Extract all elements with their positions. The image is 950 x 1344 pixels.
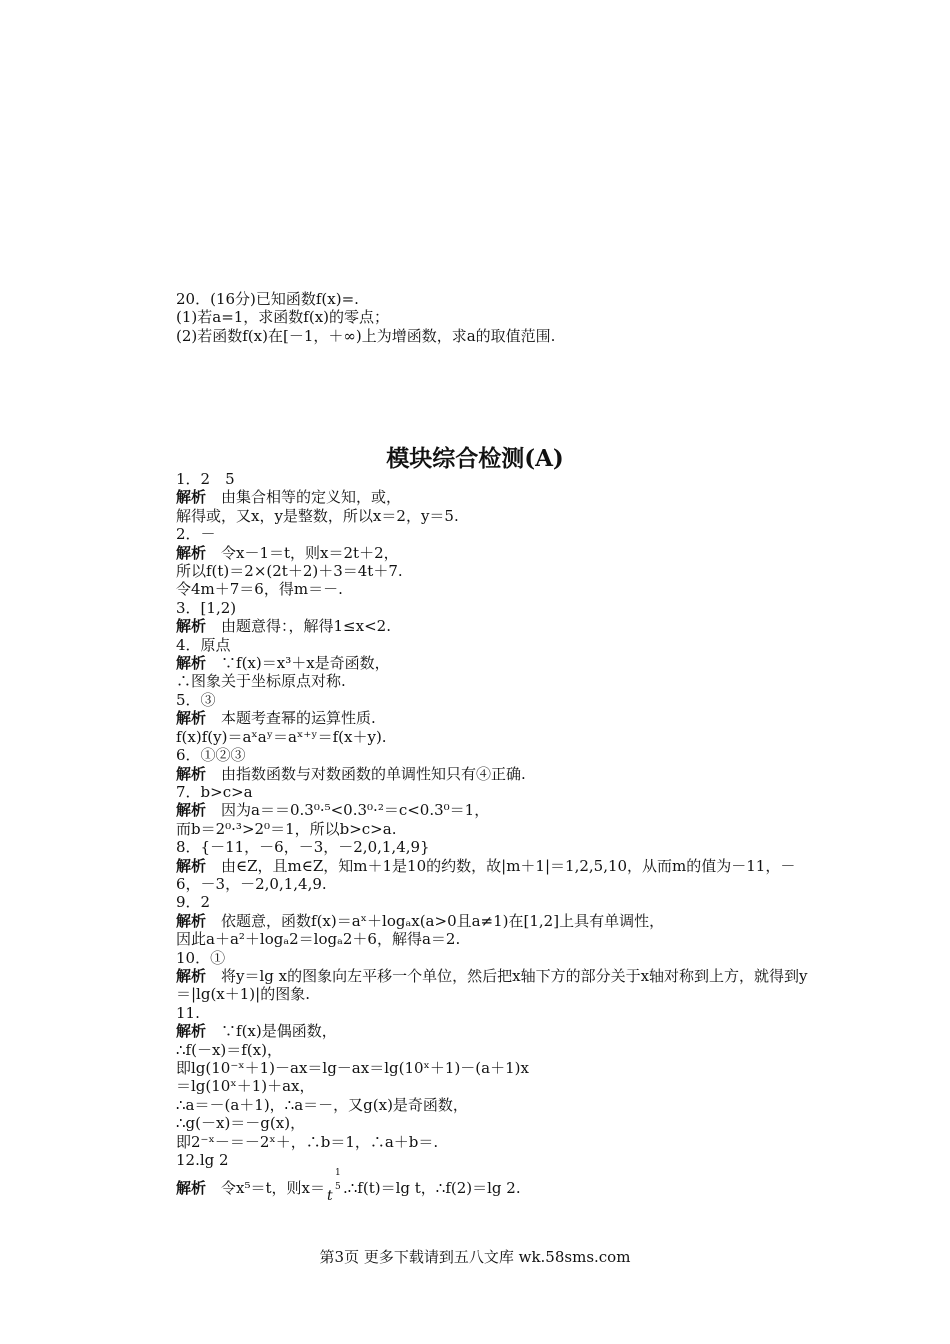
explanation-text: 由∈Z，且m∈Z，知m＋1是10的约数，故|m＋1|＝1,2,5,10，从而m的值为－11，－6，－3，－2,0,1,4,9. <box>176 856 796 893</box>
answer-line <box>176 1022 816 1040</box>
explanation-text: 由集合相等的定义知，或， <box>206 488 402 507</box>
answer-line: 4．原点 <box>176 635 231 654</box>
explanation-label: 解析 <box>176 856 207 875</box>
answer-line <box>176 857 816 894</box>
answer-line <box>176 544 816 562</box>
answer-line <box>176 912 816 930</box>
answer-line: 8．{－11，－6，－3，－2,0,1,4,9} <box>176 838 430 857</box>
answer-line: 9．2 <box>176 893 211 912</box>
answer-line: ∴f(－x)＝f(x)， <box>176 1040 282 1059</box>
explanation-label: 解析 <box>176 488 207 507</box>
answer-line: 11. <box>176 1003 200 1022</box>
answer-line <box>176 617 816 635</box>
answer-line: 7．b>c>a <box>176 782 253 801</box>
answer-line: 3．[1,2) <box>176 598 237 617</box>
answer-line: 令4m＋7＝6，得m＝－. <box>176 580 343 599</box>
answer-line: 即lg(10⁻ˣ＋1)－ax＝lg－ax＝lg(10ˣ＋1)－(a＋1)x <box>176 1059 529 1077</box>
answer-line: ＝lg(10ˣ＋1)＋ax， <box>176 1077 315 1096</box>
section-title: 模块综合检测(A) <box>386 445 564 472</box>
explanation-label: 解析 <box>176 1179 207 1198</box>
answer-line: 2．－ <box>176 525 216 544</box>
answer-line <box>176 765 816 783</box>
power-expression <box>325 1168 343 1205</box>
explanation-label: 解析 <box>176 801 207 820</box>
answer-line: ∴a＝－(a＋1)，∴a＝－，又g(x)是奇函数， <box>176 1095 468 1114</box>
explanation-label: 解析 <box>176 709 207 728</box>
answer-line: 12.lg 2 <box>176 1151 229 1170</box>
explanation-label: 解析 <box>176 764 207 783</box>
problem-20-line-3: (2)若函数f(x)在[－1，＋∞)上为增函数，求a的取值范围. <box>176 326 556 345</box>
explanation-text: 由题意得：，解得1≤x<2. <box>206 617 391 636</box>
explanation-label: 解析 <box>176 617 207 636</box>
explanation-text-post: .∴f(t)＝lg t，∴f(2)＝lg 2. <box>342 1179 521 1198</box>
answer-line <box>176 488 816 506</box>
explanation-text-pre: 令x⁵＝t，则x＝ <box>206 1179 325 1198</box>
explanation-text: 本题考查幂的运算性质. <box>206 709 376 728</box>
explanation-label: 解析 <box>176 911 207 930</box>
answer-line: 6．①②③ <box>176 746 246 765</box>
problem-20 <box>176 290 816 345</box>
explanation-label: 解析 <box>176 1022 207 1041</box>
power-exp-denominator: 5 <box>334 1182 341 1193</box>
answer-line <box>176 967 816 1004</box>
power-exp-numerator: 1 <box>334 1168 341 1179</box>
explanation-text: ∵f(x)是偶函数， <box>206 1022 337 1041</box>
explanation-text: 因为a＝＝0.3⁰·⁵<0.3⁰·²＝c<0.3⁰＝1， <box>206 801 490 820</box>
answer-line: 所以f(t)＝2×(2t＋2)＋3＝4t＋7. <box>176 562 403 581</box>
answer-line: f(x)f(y)＝aˣaʸ＝aˣ⁺ʸ＝f(x＋y). <box>176 727 387 746</box>
answer-line: ∴g(－x)＝－g(x)， <box>176 1114 306 1133</box>
explanation-text: 依题意，函数f(x)＝aˣ＋logₐx(a>0且a≠1)在[1,2]上具有单调性， <box>206 911 665 930</box>
explanation-text: 令x－1＝t，则x＝2t＋2， <box>206 543 399 562</box>
explanation-text: 由指数函数与对数函数的单调性知只有④正确. <box>206 764 526 783</box>
explanation-label: 解析 <box>176 966 207 985</box>
power-base: t <box>326 1188 333 1205</box>
answer-line: ∴图象关于坐标原点对称. <box>176 672 346 691</box>
answer-line: 因此a＋a²＋logₐ2＝logₐ2＋6，解得a＝2. <box>176 930 461 949</box>
answer-line <box>176 709 816 727</box>
explanation-text: 将y＝lg x的图象向左平移一个单位，然后把x轴下方的部分关于x轴对称到上方，就得到y＝|lg(x＋1)|的图象. <box>176 966 808 1004</box>
answer-line: 而b＝2⁰·³>2⁰＝1，所以b>c>a. <box>176 819 397 838</box>
explanation-text: ∵f(x)＝x³＋x是奇函数， <box>206 654 390 673</box>
explanation-label: 解析 <box>176 543 207 562</box>
answer-line: 5．③ <box>176 690 216 709</box>
problem-20-line-2: (1)若a=1，求函数f(x)的零点； <box>176 308 390 327</box>
answer-line-12-explanation <box>176 1168 816 1205</box>
problem-20-line-1: 20．(16分)已知函数f(x)=. <box>176 290 359 308</box>
answer-line: 1．2 5 <box>176 470 235 488</box>
answer-line <box>176 654 816 672</box>
answer-line: 解得或，又x，y是整数，所以x＝2，y＝5. <box>176 506 459 525</box>
explanation-label: 解析 <box>176 654 207 673</box>
answers-block <box>176 470 816 1205</box>
answer-line: 10．① <box>176 948 226 967</box>
answer-line <box>176 801 816 819</box>
answer-line: 即2⁻ˣ－＝－2ˣ＋，∴b＝1，∴a＋b＝. <box>176 1132 439 1151</box>
page-footer: 第3页 更多下载请到五八文库 wk.58sms.com <box>319 1248 631 1266</box>
